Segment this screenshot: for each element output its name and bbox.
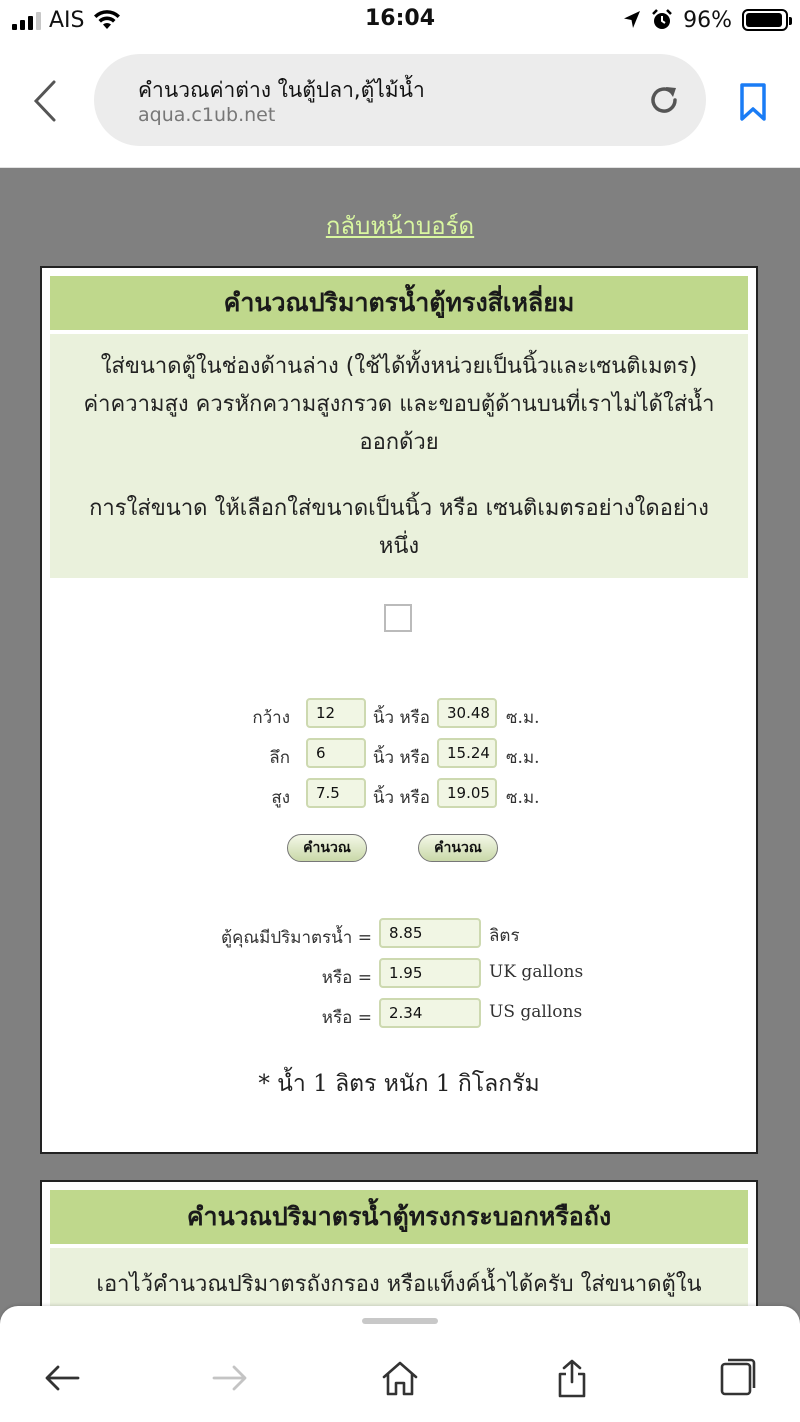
bottom-toolbar: [0, 1306, 800, 1422]
depth-label: ลึก: [269, 748, 290, 768]
forward-arrow-icon[interactable]: [210, 1358, 250, 1398]
bookmark-icon[interactable]: [736, 82, 770, 122]
height-row: [0, 778, 800, 810]
width-inch-input[interactable]: 12: [306, 698, 366, 728]
desc-line: ค่าความสูง ควรหักความสูงกรวด และขอบตู้ด้านบนที่เราไม่ได้ใส่น้ำ: [83, 392, 715, 417]
tabs-icon[interactable]: [718, 1358, 758, 1398]
desc-line: หนึ่ง: [378, 534, 420, 559]
unit-inch-or: นิ้ว หรือ: [372, 708, 430, 728]
result-liters-row: [0, 918, 800, 950]
unit-cm: ซ.ม.: [506, 748, 540, 768]
browser-bar: [0, 42, 800, 168]
desc-line: เอาไว้คำนวณปริมาตรถังกรอง หรือแท็งค์น้ำได้ครับ ใส่ขนาดตู้ใน: [96, 1272, 702, 1297]
unit-us-gallons: US gallons: [489, 1002, 583, 1022]
unit-uk-gallons: UK gallons: [489, 962, 584, 982]
desc-line: การใส่ขนาด ให้เลือกใส่ขนาดเป็นนิ้ว หรือ เซนติเมตรอย่างใดอย่าง: [89, 496, 709, 521]
page-title: คำนวณค่าต่าง ในตู้ปลา,ตู้ไม้น้ำ: [138, 78, 425, 102]
cyl-calc-card: [40, 1180, 758, 1320]
option-checkbox[interactable]: [384, 604, 412, 632]
cyl-calc-title: คำนวณปริมาตรน้ำตู้ทรงกระบอกหรือถัง: [50, 1190, 748, 1244]
result-uk-row: [0, 958, 800, 990]
share-icon[interactable]: [552, 1358, 592, 1398]
status-right: [623, 6, 788, 34]
depth-inch-input[interactable]: 6: [306, 738, 366, 768]
depth-cm-input[interactable]: 15.24: [437, 738, 497, 768]
home-icon[interactable]: [380, 1358, 420, 1398]
desc-line: ออกด้วย: [359, 430, 439, 455]
reload-icon[interactable]: [646, 82, 682, 118]
location-arrow-icon: [623, 10, 641, 30]
height-label: สูง: [271, 788, 290, 808]
depth-row: [0, 738, 800, 770]
carrier-name: AIS: [49, 7, 85, 33]
calc-cm-button[interactable]: คำนวณ: [418, 834, 498, 862]
width-row: [0, 698, 800, 730]
result-us-output: 2.34: [379, 998, 481, 1028]
unit-liters: ลิตร: [489, 926, 520, 946]
result-or-label: หรือ =: [321, 1008, 372, 1028]
address-bar[interactable]: [94, 54, 706, 146]
back-chevron-icon[interactable]: [26, 76, 66, 126]
height-inch-input[interactable]: 7.5: [306, 778, 366, 808]
rect-calc-description: [50, 334, 748, 578]
weight-note: * น้ำ 1 ลิตร หนัก 1 กิโลกรัม: [258, 1071, 540, 1097]
battery-percent: 96%: [683, 7, 732, 33]
result-uk-output: 1.95: [379, 958, 481, 988]
width-cm-input[interactable]: 30.48: [437, 698, 497, 728]
rect-calc-title: คำนวณปริมาตรน้ำตู้ทรงสี่เหลี่ยม: [50, 276, 748, 330]
result-liters-output: 8.85: [379, 918, 481, 948]
unit-cm: ซ.ม.: [506, 788, 540, 808]
sheet-handle[interactable]: [362, 1318, 438, 1324]
unit-inch-or: นิ้ว หรือ: [372, 788, 430, 808]
unit-cm: ซ.ม.: [506, 708, 540, 728]
back-to-board-link[interactable]: กลับหน้าบอร์ด: [325, 212, 475, 240]
result-us-row: [0, 998, 800, 1030]
status-bar: [0, 0, 800, 42]
width-label: กว้าง: [252, 708, 290, 728]
page-host: aqua.c1ub.net: [138, 104, 276, 126]
height-cm-input[interactable]: 19.05: [437, 778, 497, 808]
result-or-label: หรือ =: [321, 968, 372, 988]
back-arrow-icon[interactable]: [42, 1358, 82, 1398]
unit-inch-or: นิ้ว หรือ: [372, 748, 430, 768]
desc-line: ใส่ขนาดตู้ในช่องด้านล่าง (ใช้ได้ทั้งหน่วยเป็นนิ้วและเซนติเมตร): [100, 354, 698, 379]
clock: 16:04: [364, 6, 436, 31]
alarm-icon: [651, 9, 673, 31]
battery-icon: [742, 9, 788, 31]
result-liters-label: ตู้คุณมีปริมาตรน้ำ =: [220, 928, 372, 948]
calc-inch-button[interactable]: คำนวณ: [287, 834, 367, 862]
